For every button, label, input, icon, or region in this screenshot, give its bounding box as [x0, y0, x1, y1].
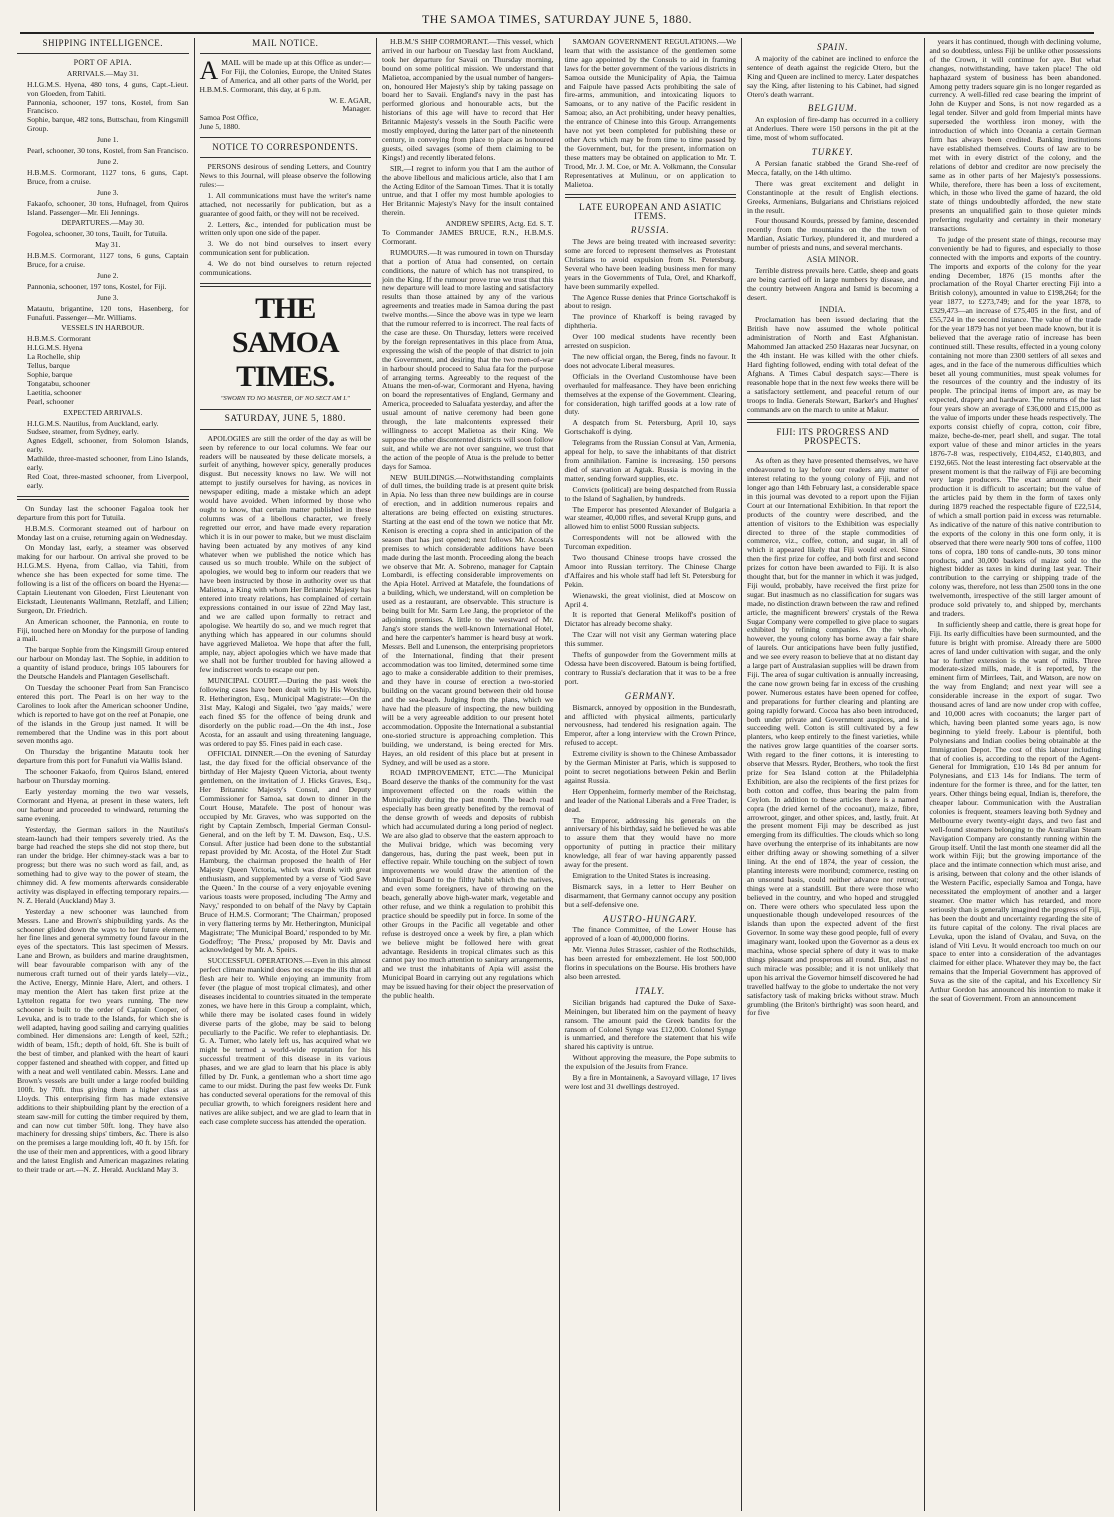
- rule: [200, 137, 372, 138]
- arrival-item: Pannonia, schooner, 197 tons, Kostel, from San Francisco.: [27, 97, 189, 116]
- russia-title: RUSSIA.: [630, 225, 670, 236]
- turkey-item: There was great excitement and delight in Constantinople at the result of English elections. Greeks, Armenians, Bulgarians and Christians rejoiced in the result.: [747, 178, 919, 215]
- double-rule: [747, 419, 919, 423]
- turkey-title: TURKEY.: [811, 147, 854, 158]
- correspondents-rule: 2. Letters, &c., intended for publication must be written only upon one side of the paper.: [199, 219, 371, 238]
- fiji-paragraph: To judge of the present state of things, recourse may conveniently be had to figures, and especially to those connected with the imports and exports of the country. The imports and exports of the colony for the year ending December, 1876 (15 months after the proclamation of the Royal Charter erecting Fiji into a British colony), amounted in value to £198,264; for the year 1877, to £273,749; and for the year 1878, to £329,473—an increase of £75,405 in the first, and of £55,724 in the second instance. The value of the trade for the year 1879 has not yet been made known, but it is believed that the average ratio of increase has been continued still. These results, effected in a young colony containing not more than 2300 settlers of all sexes and ages, and in the face of the numerous difficulties which beset all young communities, must speak volumes for the resources of the country and the industry of its people. The principal items of import are, as may be expected, drapery and hardware. The returns of the last four years show an average of £36,000 and £15,000 as the value of imports under these heads respectively. The exports consist chiefly of copra, cotton, coir fibre, maize, beche-de-mer, pearl shell, and sugar. The total export value of these and minor articles in the years 1876-7-8 was, respectively, £104,452, £140,803, and £192,665. Not the least interesting fact observable at the present moment is that the railway of Fiji are becoming very large producers. The exact amount of their production it is difficult to ascertain; but the value of the articles paid by them in the form of taxes only during 1879 reached the respectable figure of £22,514, of which a small portion paid in excess was returnable. As indicative of the nature of this native contribution to the exports of the colony in this one form only, it is observed that there were nearly 900 tons of coffee, 1100 tons of copra, 180 tons of candle-nuts, 30 tons minor products, and 30,000 baskets of maize sold to the highest bidder as taxes in kind during last year. Their contribution to the carrying or shipping trade of the colony was, therefore, not less than 2500 tons in the one twelvemonth, irrespective of the still larger amount of produce sold privately to, and shipped by, merchants and traders.: [929, 234, 1101, 618]
- expected-item: H.I.G.M.S. Nautilus, from Auckland, early.: [27, 418, 159, 428]
- russia-item: The new official organ, the Bereg, finds no favour. It does not advocate Liberal measures.: [564, 352, 736, 370]
- departures-list: [17, 230, 189, 322]
- spain-title: SPAIN.: [816, 42, 849, 52]
- editorial-paragraph: SUCCESSFUL OPERATIONS.—Even in this almost perfect climate mankind does not escape the ills that all flesh are heir to. While enjoying an immunity from fever (the plague of most tropical climates), and other diseases incidental to countries situated in the temperate zones, we have here in this Group a complaint, which, while there may be isolated cases found in widely diverse parts of the globe, may be said to belong peculiarly to the Pacific. We refer to elephantiasis. Dr. G. A. Turner, who lately left us, has acquired what we might be termed a world-wide reputation for his successful treatment of this disease in its various phases, and we are glad to learn that his place is ably filled by Dr. Funk, a gentleman who a short time ago came to our midst. During the past few weeks Dr. Funk has conducted several operations for the removal of this peculiar growth, to which foreigners resident here and natives are alike subject, and we are glad to learn that in each case complete success has attended the operation.: [199, 956, 371, 1126]
- russia-item: Correspondents will not be allowed with the Turcoman expedition.: [564, 533, 736, 552]
- russia-item: The Agence Russe denies that Prince Gortschakoff is about to resign.: [564, 292, 736, 311]
- rule: [747, 451, 919, 452]
- vessel-item: Laetitia, schooner: [27, 387, 82, 397]
- vessel-item: H.B.M.S. Cormorant: [27, 334, 91, 344]
- nameplate: THE SAMOA TIMES.: [231, 291, 339, 393]
- shipping-paragraph: H.B.M.S. Cormorant steamed out of harbour on Monday last on a cruise, returning again on Wednesday.: [17, 523, 189, 542]
- departure-date: June 2.: [96, 270, 119, 280]
- germany-item: Bismarck says, in a letter to Herr Beuher on disarmament, that Germany cannot occupy any position but a self-defensive one.: [564, 881, 736, 909]
- fiji-paragraph: As often as they have presented themselves, we have endeavoured to lay before our readers any matter of interest relating to the young colony of Fiji, and not longer ago than 14th February last, a considerable space in this journal was devoted to a report upon the Fijian Court at our International Exhibition. In that report the products of the country were described, and the attention of visitors to the Exhibition was especially directed to three of the staple commodities of commerce, viz., coffee, cotton, and sugar, in all of which it appeared likely that Fiji would excel. Since then the first prize for coffee, and both first and second prizes for cotton have been awarded to Fiji. It is also thought that, but for the manner in which it was judged, Fiji would, probably, have received the first prize for sugar. But inasmuch as no classification for sugars was made, no distinction drawn between the raw and refined article, the magnificent brewers' crystals of the Rewa Sugar Company were compelled to give place to sugars exhibited by refining companies. On the whole, however, the young colony has borne away a fair share of laurels. Our anticipations have been fully justified, and we see every reason to believe that at no distant day a large part of Australasian supplies will be drawn from Fiji. The area of sugar cultivation is annually increasing, the cane now grown being far in excess of the crushing power. Numerous estates have been opened for coffee, and preparations for further clearing and planting are going rapidly forward. Cocoa has also been introduced, both under private and Government auspices, and is succeeding well. Cotton is still cultivated by a few planters, who keep entirely to the finest varieties, while the natives grow large quantities of the coarser sorts. With regard to the finer cottons, it is interesting to observe that Messrs. Ryder, Brothers, who took the first prize for Sea Island cotton at the Philadelphia Exhibition, are also the recipients of the first prizes for both cotton and coffee, thus bearing the palm from Ceylon. In addition to these articles there is a named copra (the dried kernel of the cocoanut), maize, fibre, arrowroot, ginger, and other spices, and, lastly, fruit. At the present moment Fiji may be described as just emerging from its difficulties. The clouds which so long have overhung the enterprise of its inhabitants are now either drifting away or showing something of a silver lining. At the end of 1874, the year of cession, the planting interests were moribund; commerce, resting on an unsound basis, could neither advance nor retreat; things were at a standstill. But there were those who believed in the country, and who hoped and struggled on. There were others who speculated less upon the unquestionable though undeveloped resources of the islands than upon the expected advent of the first Governor. In some way these good people, full of every imaginary want, looked upon the Governor as a deus ex machina, whose special sphere of duty it was to make things pleasant and prosperous all round. But, alas! no such miracle was possible; and it is not unlikely that upon his arrival the Governor himself discovered he had travelled halfway to the globe to undertake the not very satisfactory task of making bricks without straw. Much grumbling (the Briton's birthright) was soon heard, and for five: [747, 456, 919, 1018]
- austria-title: AUSTRO-HUNGARY.: [603, 913, 698, 924]
- news-paragraph: SIR,—I regret to inform you that I am the author of the above libellous and malicious article, also that I am the Acting Editor of the Samoan Times. That it is totally untrue, and that I offer my most humble apologies to Her Britannic Majesty's Navy for the insult contained therein.: [382, 163, 554, 218]
- germany-item: Herr Oppenheim, formerly member of the Reichstag, and leader of the National Liberals and a Free Trader, is dead.: [564, 786, 736, 814]
- arrivals-list: [17, 81, 189, 218]
- shipping-paragraph: Yesterday, the German sailors in the Nautilus's steam-launch had their tempers severely tried. As the barge had reached the steps she did not stop there, but ran under the bridge. Her chimney-stack was a bar to progress; but there was no such word as fail, and, as something had to give way to the power of steam, the chimney did. A few moments afterwards considerable activity was displayed in effecting temporary repairs.—N. Z. Herald (Auckland) May 3.: [17, 824, 189, 905]
- departure-item: Pannonia, schooner, 197 tons, Kostel, for Fiji.: [27, 281, 167, 291]
- italy-item: Without approving the measure, the Pope submits to the expulsion of the Jesuits from France.: [564, 1053, 736, 1072]
- rule: [200, 429, 372, 430]
- vessel-item: Sophie, barque: [27, 370, 73, 379]
- turkey-item: Four thousand Kourds, pressed by famine, descended recently from the mountains on the the town of Mardian, Asiatic Turkey, plundered it, and murdered a number of priests and nuns, and several merchants.: [747, 216, 919, 253]
- spain-item: A majority of the cabinet are inclined to enforce the sentence of death against the regicide Otero, but the King and Queen are inclined to mercy. Later despatches say the King, after listening to his Cabinet, had signed Otero's death warrant.: [747, 53, 919, 99]
- columns: [12, 38, 1106, 1511]
- rule: [200, 53, 372, 54]
- departure-item: Matautu, brigantine, 120 tons, Hasenberg, for Funafuti. Passenger—Mr. Williams.: [27, 303, 189, 322]
- arrival-item: Fakaofo, schooner, 30 tons, Hufnagel, from Quiros Island. Passenger—Mr. Eli Jennings.: [27, 198, 189, 217]
- departure-item: H.B.M.S. Cormorant, 1127 tons, 6 guns, Captain Bruce, for a cruise.: [27, 251, 189, 270]
- column-world-news: [742, 38, 925, 1511]
- shipping-title: SHIPPING INTELLIGENCE.: [42, 38, 163, 48]
- arrival-date: June 1.: [96, 135, 119, 145]
- column-editorial: [195, 38, 378, 1511]
- turkey-item: A Persian fanatic stabbed the Grand She-reef of Mecca, fatally, on the 14th ultimo.: [747, 158, 919, 177]
- vessel-item: H.I.G.M.S. Hyena: [27, 343, 83, 353]
- editorial-paragraph: MUNICIPAL COURT.—During the past week the following cases have been dealt with by His Worship, R. Hetherington, Esq., Municipal Magistrate:—On the 31st May, Kalogi and Sigalei, two 'gay maids,' were each fined $5 for the offence of being drunk and disorderly on the public road.—On the 4th inst., Jose Acosta, for an assault and using threatening language, was ordered to pay $5. Fines paid in each case.: [199, 676, 371, 748]
- arrival-item: H.B.M.S. Cormorant, 1127 tons, 6 guns, Capt. Bruce, from a cruise.: [27, 167, 189, 186]
- india-title: INDIA.: [819, 304, 846, 314]
- column-fiji-continued: [925, 38, 1107, 1511]
- italy-title: ITALY.: [635, 985, 666, 996]
- russia-item: The province of Kharkoff is being ravaged by diphtheria.: [564, 312, 736, 331]
- double-rule: [565, 194, 737, 198]
- russia-item: Thefts of gunpowder from the Government mills at Odessa have been discovered. Batoum is being fortified, contrary to Russia's declaration that it was to be a free port.: [564, 650, 736, 686]
- column-foreign-news: [560, 38, 743, 1511]
- germany-item: Emigration to the United States is increasing.: [572, 870, 711, 880]
- arrival-item: H.I.G.M.S. Hyena, 480 tons, 4 guns, Capt.-Lieut. von Gloeden, from Tahiti.: [27, 79, 189, 98]
- running-head-text: THE SAMOA TIMES, SATURDAY JUNE 5, 1880.: [421, 12, 693, 26]
- russia-item: It is reported that General Melikoff's position of Dictator has already become shaky.: [564, 610, 736, 629]
- vessel-item: La Rochelle, ship: [27, 352, 81, 362]
- correspondents-title: NOTICE TO CORRESPONDENTS.: [212, 142, 359, 153]
- russia-item: The Czar will not visit any German watering place this summer.: [564, 630, 736, 649]
- russia-item: Convicts (political) are being despatched from Russia to the Island of Saghalien, by hundreds.: [564, 484, 736, 503]
- late-items-title: LATE EUROPEAN AND ASIATIC ITEMS.: [579, 202, 722, 222]
- arrival-date: June 3.: [96, 187, 119, 197]
- shipping-paragraph: On Sunday last the schooner Fagaloa took her departure from this port for Tutuila.: [17, 503, 189, 522]
- germany-item: Extreme civility is shown to the Chinese Ambassador by the German Minister at Paris, which is supposed to point to secret negotiations between Pekin and Berlin against Russia.: [564, 749, 736, 785]
- russia-item: Over 100 medical students have recently been arrested on suspicion.: [564, 332, 736, 351]
- mail-title: MAIL NOTICE.: [252, 38, 319, 48]
- rule: [17, 53, 189, 54]
- departure-date: June 3.: [96, 292, 119, 302]
- germany-item: The Emperor, addressing his generals on the anniversary of his birthday, said he believed he was able to assure them that they would have no more opportunity of putting in practice their military knowledge, all fear of war having apparently passed away for the present.: [564, 815, 736, 870]
- asia-title: ASIA MINOR.: [806, 255, 859, 265]
- germany-item: Bismarck, annoyed by opposition in the Bundesrath, and afflicted with physical ailments, particularly nervousness, had tendered his resignation again. The Emperor, after a long interview with the Crown Prince, refused to accept.: [564, 702, 736, 748]
- arrival-date: June 2.: [96, 156, 119, 166]
- mail-notice: [199, 55, 372, 95]
- shipping-paragraph: The schooner Fakaofo, from Quiros Island, entered harbour on Thursday morning.: [17, 767, 189, 786]
- expected-head: EXPECTED ARRIVALS.: [63, 407, 143, 417]
- mail-signed: W. E. AGAR,: [329, 95, 371, 105]
- port-title: PORT OF APIA.: [73, 57, 132, 67]
- fiji-title: FIJI: ITS PROGRESS AND PROSPECTS.: [776, 427, 890, 447]
- shipping-paragraph: Early yesterday morning the two war vessels, Cormorant and Hyena, at present in these waters, left our harbour and proceeded to windward, returning the same evening.: [17, 786, 189, 823]
- italy-item: Sicilian brigands had captured the Duke of Saxe-Meiningen, but liberated him on the payment of heavy ransom. The amount paid the Greek bandits for the ransom of Colonel Synge was £12,000. Colonel Synge is unmarried, and therefore the statement that his wife shared his captivity is untrue.: [564, 997, 736, 1052]
- news-signature: ANDREW SPEIRS, Actg. Ed. S. T.: [445, 219, 554, 229]
- shipping-paragraph: On Tuesday the schooner Pearl from San Francisco entered this port. The Pearl is on her way to the Carolines to look after the American schooner Undine, which is reported to have got on the reef at Ponapie, one of the islands in the Group just named. It will be remembered that the Undine was in this port about seven months ago.: [17, 683, 189, 746]
- news-paragraph: RUMOURS.—It was rumoured in town on Thursday that a portion of Atua had consented, on certain conditions, the nature of which has not transpired, to join the King. If the rumour prove true we trust that this new departure will lead to more lasting and satisfactory results than those attained by any of the various agreements and treaties made in Samoa during the past twelve months.—Since the above was in type we learn that the rumour referred to is incorrect. The real facts of the case are these. On Thursday, letters were received by the foreign representatives in this place from Atua, expressing the wish of the people of that district to join the Government, and desiring that the two men-of-war in harbour should proceed to Salua fata for the purpose of arranging terms. Agreeably to the request of the Atuans the men-of-war, Cormorant and Hyena, having on board the representatives of England, Germany and America, proceeded to Saluafata yesterday, and after the usual amount of native ceremony had been gone through, the late malcontents expressed their willingness to accept Malietoa as their King. We suppose the other discontented districts will soon follow suit, and while we are not over sanguine, we trust that the action of the people of Atua is the prelude to better days for Samoa.: [382, 247, 554, 471]
- departure-date: May 31.: [95, 240, 121, 250]
- nameplate-motto: "SWORN TO NO MASTER, OF NO SECT AM I.": [220, 394, 350, 402]
- running-head: [20, 6, 1094, 34]
- mail-signed-role: Manager.: [342, 104, 371, 114]
- vessel-item: Tellus, barque: [27, 361, 70, 371]
- india-item: Proclamation has been issued declaring that the British have now assumed the whole political administration of North and East Afghanistan. Mahommed Jan attacked 250 Hazaras near Jucsynar, on the 4th instant. He was killed with the other chiefs. Hard fighting followed, ending with total defeat of the Afghans. A Times Cabul despatch says:—There is reasonable hope that in the next few weeks there will be a satisfactory settlement, and peaceful return of our troops to India. Generals Stewart, Barker's and Hughes' commands are on the march to unite at Makur.: [747, 315, 919, 414]
- belgium-title: BELGIUM.: [807, 103, 858, 114]
- asia-item: Terrible distress prevails here. Cattle, sheep and goats are being carried off in large numbers by disease, and the country between Angora and Ismid is becoming a desert.: [747, 265, 919, 302]
- shipping-paragraph: On Monday last, early, a steamer was observed making for our harbour. On arrival she proved to be H.I.G.M.S. Hyena, from Callao, via Tahiti, from whence she has been expected for some time. The following is a list of the officers on board the Hyena:—Captain Lieutenant von Gloeden, First Lieutenant von Eickstadt, Lieutenants Wallmann, Retzlaff, and Lilien; Surgeon, Dr. Friedrich.: [17, 543, 189, 615]
- vessels-list: [17, 335, 189, 406]
- russia-item: Two thousand Chinese troops have crossed the Amoor into Russian territory. The Chinese Charge d'Affaires and his whole staff had left St. Petersburg for Pekin.: [564, 553, 736, 589]
- expected-item: Agnes Edgell, schooner, from Solomon Islands, early.: [27, 436, 189, 455]
- mail-dropcap: A: [199, 55, 219, 85]
- column-local-news: [377, 38, 560, 1511]
- shipping-paragraph: An American schooner, the Pannonia, en route to Fiji, touched here on Monday for the purpose of landing a mail.: [17, 616, 189, 644]
- mail-date: June 5, 1880.: [199, 122, 240, 132]
- vessels-head: VESSELS IN HARBOUR.: [61, 323, 145, 333]
- shipping-paragraph: On Thursday the brigantine Matautu took her departure from this port for Funafuti via Wallis Island.: [17, 747, 189, 766]
- correspondents-rule: 4. We do not bind ourselves to return rejected communications.: [199, 259, 371, 278]
- russia-item: Wienawski, the great violinist, died at Moscow on April 4.: [564, 590, 736, 609]
- regulations-paragraph: SAMOAN GOVERNMENT REGULATIONS.—We learn that with the assistance of the gentlemen some time ago appointed by the Consuls to aid in framing laws for the better government of the various districts in Samoa outside the Municipality of Apia, the Taimua and Faipule have passed Acts prohibiting the sale of fire-arms, ammunition, and intoxicating liquors to Samoans, or to any native of the Pacific resident in Samoa; also, an Act prohibiting, under heavy penalties, the entrance of Chinese into this Group. Arrangements have not yet been completed for publishing these or other Acts which may be from time to time passed by the Government, but, for the present, information on these matters may be obtained on application to Mr. T. Trood, Mr. J. M. Coe, or Mr. A. Volkmann, the Consular Representatives at Mulinuu, or on application to Malietoa.: [564, 38, 736, 189]
- germany-title: GERMANY.: [624, 690, 676, 701]
- correspondents-intro: PERSONS desirous of sending Letters, and Country News to this Journal, will please observe the following rules:—: [199, 162, 371, 189]
- mail-text: MAIL will be made up at this Office as under:— For Fiji, the Colonies, Europe, the United States of America, and all other parts of the World, per H.B.M.S. Cormorant, this day, at 6 p.m.: [199, 57, 371, 94]
- russia-item: The Emperor has presented Alexander of Bulgaria a war steamer, 40,000 rifles, and several Krupp guns, and allowed him to enlist 5000 Russian subjects.: [564, 504, 736, 532]
- departure-item: Fogolea, schooner, 30 tons, Tauilt, for Tutuila.: [27, 229, 168, 239]
- fiji-paragraph: In sufficiently sheep and cattle, there is great hope for Fiji. Its early difficulties have been surmounted, and the future is bright with promise. Already there are 5000 acres of land under cultivation with sugar, and the only bar to further extension is the want of mills. Three moderate-sized mills, made, it is reported, by the eminent firm of Mirrlees, Tait, and Watson, are now on the way from England; and next year will see a considerable increase in the export of sugar. Two thousand acres of land are now under crop with coffee, and 10,000 acres with cocoanuts; the larger part of which, having been planted some years ago, is now beginning to yield freely. Labour is plentiful, both Polynesians and Indian coolies being obtainable at the Immigration Depot. The cost of this labour including that of coolies is, according to the report of the Agent-General for Immigration, £10 14s 8d per annum for Polynesians, and £13 14s for Indians. The term of indenture for the former is three, and for the latter, ten years. Other things being equal, Indian is, therefore, the cheaper labour. Communication with the Australian colonies is frequent, steamers leaving both Sydney and Melbourne every twenty-eight days, and two fast and well-found steamers belonging to the Australian Steam Navigation Company are constantly running within the Group itself. Until the last month one steamer did all the work within Fiji; but the growing importance of the place and the intimate connection which must arise, and is arising, between that colony and the other islands of the Western Pacific, especially Samoa and Tonga, have necessitated the employment of another and a larger steamer. One matter which has retarded, and more seriously than is generally imagined the progress of Fiji, has been the doubt and uncertainty regarding the site of its future capital of the colony. The rival places are Levuka, upon the island of Ovalau, and Suva, on the island of Viti Levu. It would encroach too much on our space to enter into a consideration of the advantages claimed for either place. Whatever they may be, the fact remains that the Imperial Government has approved of Suva as the site of the capital, and his Excellency Sir Arthur Gordon has announced his intention to make it the seat of Government. From an announcement: [929, 619, 1101, 1003]
- departures-head: DEPARTURES.—May 30.: [61, 218, 145, 228]
- editorial-paragraph: OFFICIAL DINNER.—On the evening of Saturday last, the day fixed for the official observance of the birthday of Her Majesty Queen Victoria, about twenty gentlemen, on the invitation of J. Hicks Graves, Esq., Her Britannic Majesty's Consul, and Deputy Commissioner for Samoa, sat down to dinner in the Court House, Matafele. The post of honour was occupied by Mr. Graves, who was supported on the right by Captain Zembsch, Imperial German Consul-General, and on the left by T. M. Dawson, Esq., U.S. Consul. After justice had been done to the substantial repast provided by Mr. Acosta, of the Hotel Zur Stadt Hamburg, the chairman proposed the health of Her Majesty Queen Victoria, which was drunk with great enthusiasm, and supplemented by a verse of 'God Save the Queen.' In the course of a very enjoyable evening various toasts were proposed, including 'The Army and Navy,' responded to on behalf of the Navy by Captain Bruce of H.M.S. Cormorant; 'The Chairman,' proposed in very flattering terms by Mr. Hetherington, Municipal Magistrate; 'The Municipal Board,' responded to by Mr. Godeffroy; 'The Press,' proposed by Mr. Davis and acknowledged by Mr. A. Speirs.: [199, 749, 371, 955]
- double-rule: [200, 283, 372, 287]
- expected-list: [17, 420, 189, 491]
- vessel-item: Tongatabu, schooner: [27, 378, 91, 388]
- column-shipping: [12, 38, 195, 1511]
- news-addressee: To Commander JAMES BRUCE, R.N., H.B.M.S. Cormorant.: [382, 228, 554, 246]
- russia-item: Officials in the Overland Customhouse have been overhauled for malfeasance. They have been enriching themselves at the expense of the Government. Clearing, for consideration, high tariffed goods at a low rate of duty.: [564, 371, 736, 417]
- editorial-paragraph: APOLOGIES are still the order of the day as will be seen by reference to our local columns. We fear our readers will be nauseated by these delicate morsels, a surfeit of anything, however spicy, generally produces disgust. But necessity knows no law. We will not attempt to justify ourselves for having, as novices in newspaper editing, made a mistake which an adept would have avoided. When informed by those who ought to know, that certain matter published in these columns was of a libellous character, we freely regretted our error, and have made every reparation which it is in our power to make, but we must disclaim having been actuated by any motives of any kind whatever when we published the notice which has caused us so much trouble. While on the subject of apologies, we would beg to inform our readers that we have been instructed by those in authority over us that Malietoa, a King with whom Her Britannic Majesty has entered into treaty relations, has complained of certain expressions contained in our issue of 22nd May last, and we are called upon formally to retract and apologise. We heartily do so, and we much regret that anything which has appeared in our columns should have aggrieved Malietoa. We hope that after the full, ample, nay, abject apologies which we have made that we shall not be further troubled for having allowed a few indiscreet words to escape our pen.: [199, 433, 371, 675]
- shipping-paragraph: The barque Sophie from the Kingsmill Group entered our harbour on Monday last. The Sophie, in addition to a quantity of island produce, brings 105 labourers for the Deutsche Handels and Plantagen Gesellschaft.: [17, 645, 189, 682]
- issue-date: SATURDAY, JUNE 5, 1880.: [224, 413, 346, 424]
- italy-item: By a fire in Montainenk, a Savoyard village, 17 lives were lost and 31 dwellings destroyed.: [564, 1073, 736, 1091]
- rule: [200, 409, 372, 410]
- expected-item: Sudsee, steamer, from Sydney, early.: [27, 427, 139, 437]
- news-paragraph: NEW BUILDINGS.—Notwithstanding complaints of dull times, the building trade is at present quite brisk in Apia. No less than three new buildings are in course of erection, and in addition numerous repairs and alterations are being effected on existing structures. Starting at the east end of the town we notice that Mr. Kenison is erecting a copra shed in anticipation of the season that has just opened; next follows Mr. Acosta's premises to which considerable additions have been made during the last month. Proceeding along the beach we observe that Mr. A. Sobreno, manager for Captain Lombardi, is effecting considerable improvements on the Apia Hotel. Arrived at Matafele, the foundations of a building, which, we understand, will on completion be used as a restaurant, are observable. This structure is being built for Mr. Sarm Lee Jang, the proprietor of the adjoining premises. A little to the westward of Mr. Jang's store stands the well-known International Hotel, and here the carpenter's hammer is heard busy at work. Messrs. Bell and Lunenson, the enterprising proprietors of the International, finding that their present accommodation was too limited, determined some time ago to make a considerable addition to their premises, and they have in course of erection a two-storied building on the vacant ground between their old house and the sea-beach. Judging from the plans, which we have had the pleasure of inspecting, the new building will be a very agreeable addition to our present hotel accommodation. Opposite the International a substantial one-storied structure is approaching completion. This building, we understand, is being erected for Mrs. Hayes, an old resident of this place but at present in Sydney, and will be used as a store.: [382, 472, 554, 767]
- russia-item: Telegrams from the Russian Consul at Van, Armenia, appeal for help, to save the inhabitants of that district from annihilation. Famine is increasing. 150 persons died of starvation at Agtak. Russia is moving in the matter, sending forward supplies, etc.: [564, 438, 736, 483]
- news-paragraph: ROAD IMPROVEMENT, ETC.—The Municipal Board deserve the thanks of the community for the vast improvement effected on the roads within the Municipality during the past month. The beach road especially has been greatly benefited by the removal of the dense growth of weeds and deposits of rubbish which had accumulated during a long period of neglect. We are also glad to observe that the eastern approach to the Mulivai bridge, which was becoming very dangerous, has, during the past week, been put in effective repair. While touching on the subject of town improvements we would draw the attention of the Municipal Board to the filthy habit which the natives, and even some foreigners, have of throwing on the beach, generally above high-water mark, vegetable and other refuse, and we think a regulation to prohibit this practice should be speedily put in force. In some of the other Groups in the Pacific all vegetable and other refuse is destroyed once a week by fire, a plan which we believe might be followed here with great advantage. Residents in tropical climates such as this cannot pay too much attention to sanitary arrangements, and we trust the inhabitants of Apia will assist the Municipal Board in carrying out any regulations which may be issued having for their object the preservation of the public health.: [382, 768, 554, 1001]
- arrival-item: Pearl, schooner, 30 tons, Kostel, from San Francisco.: [27, 146, 189, 156]
- arrivals-head: ARRIVALS.—May 31.: [66, 68, 139, 78]
- arrival-item: Sophie, barque, 482 tons, Buttschau, from Kingsmill Group.: [27, 115, 189, 134]
- austria-item: The finance Committee, of the Lower House has approved of a loan of 40,000,000 florins.: [564, 925, 736, 944]
- russia-item: The Jews are being treated with increased severity: some are forced to represent themselves as Protestant Christians to avoid expulsion from St. Petersburg. Several who have been leading business men for many years in the Governments of Tula, Orel, and Kharkoff, have been summarily expelled.: [564, 237, 736, 291]
- fiji-paragraph: years it has continued, though with declining volume, and so doubtless, unless Fiji be unlike other possessions of the Crown, it will continue for aye. But what changes, notwithstanding, have taken place! The old haphazard system of business has been abandoned. Among petty traders square gin is no longer regarded as currency. A well-filled red case bearing the imprint of John de Kuyper and Sons, is not now regarded as a legal tender. Silver and gold from Imperial mints have superseded the worthless iron money, with the introduction of which into Oceania a certain German firm has always been credited. Banking institutions have established themselves. Courts of law are to be met with in every district of the colony, and the relations of debtor and creditor are now precisely the same as in other parts of her Majesty's possessions. While, therefore, there has been a loss of excitement, which, in those who lived the game of hazard, the old state of things undoubtedly afforded, the new state presents an unqualified gain to those quieter minds preferring regularity and certainty in their monetary transactions.: [929, 38, 1101, 234]
- double-rule: [17, 496, 189, 500]
- shipping-paragraph: Yesterday a new schooner was launched from Messrs. Lane and Brown's shipbuilding yards. As the schooner glided down the ways to her future element, her fine lines and general symmetry found favour in the eyes of the spectators. This last specimen of Messrs. Lane and Brown, as builders and marine draughtsmen, will bear favourable comparison with any of the numerous craft turned out of their yards lately—viz., the Active, Energy, Minnie Hare, Alert, and others. I may mention the Alert has taken first prize at the Lyttelton regatta for two years running. The new schooner is built to the order of Captain Cooper, of Levuka, and is to trade to the Islands, for which she is well adapted, having good sailing and carrying qualities combined. Her dimensions are: Length of keel, 52ft.; width of beam, 15ft.; depth of hold, 6ft. She is built of the best of timber, and planked with the heart of kauri copper fastened and sheathed with copper, and fitted up with a neat and well ventilated cabin. Messrs. Lane and Brown's vessels are built under a large roofed building 100ft. by 70ft. thus giving them a higher class at Lloyds. This enterprising firm has made extensive additions to their shipbuilding plant by the erection of a steam saw-mill for cutting the timber required by them, and can now cut timber 50ft. long. They have also machinery for dressing ships' timbers, &c. There is also on the premises a large moulding loft, 40 ft. by 15ft. for the use of their men and apprentices, with a good library and the latest English and American magazines relating to their trade or art.—N. Z. Herald. Auckland May 3.: [17, 906, 189, 1175]
- correspondents-rule: 3. We do not bind ourselves to insert every communication sent for publication.: [199, 239, 371, 258]
- vessel-item: Pearl, schooner: [27, 396, 74, 406]
- expected-item: Mathilde, three-masted schooner, from Lino Islands, early.: [27, 454, 189, 473]
- mail-place: Samoa Post Office,: [199, 113, 259, 123]
- expected-item: Red Coat, three-masted schooner, from Liverpool, early.: [27, 471, 189, 490]
- belgium-item: An explosion of fire-damp has occurred in a colliery at Anderlues. There were 150 persons in the pit at the time, most of whom suffocated.: [747, 115, 919, 143]
- correspondents-rule: 1. All communications must have the writer's name attached, not necessarily for publication, but as a guarantee of good faith, or they will not be received.: [199, 190, 371, 218]
- russia-item: A despatch from St. Petersburg, April 10, says Gortschakoff is dying.: [564, 418, 736, 437]
- rule: [200, 157, 372, 158]
- austria-item: Mr. Vienna Jules Strasser, cashier of the Rothschilds, has been arrested for embezzlement. He lost 500,000 florins in speculations on the Bourse. His brothers have also been arrested.: [564, 945, 736, 981]
- news-paragraph: H.B.M.'S SHIP CORMORANT.—This vessel, which arrived in our harbour on Tuesday last from Auckland, took her departure for Savaii on Thursday morning, bound on some political mission. We understand that Malietoa, accompanied by the usual number of hangers-on, honoured Her Majesty's ship by taking passage on board her to Savaii. England's navy in the past has performed glorious and honourable acts, but the historians of this age will have to record that Her Britannic Majesty's vessels in the South Pacific were mostly employed, during the latter part of the nineteenth century, in conveying from place to place as honoured guests, oiled savages (some of them claiming to be Kings!) and recently liberated felons.: [382, 38, 554, 162]
